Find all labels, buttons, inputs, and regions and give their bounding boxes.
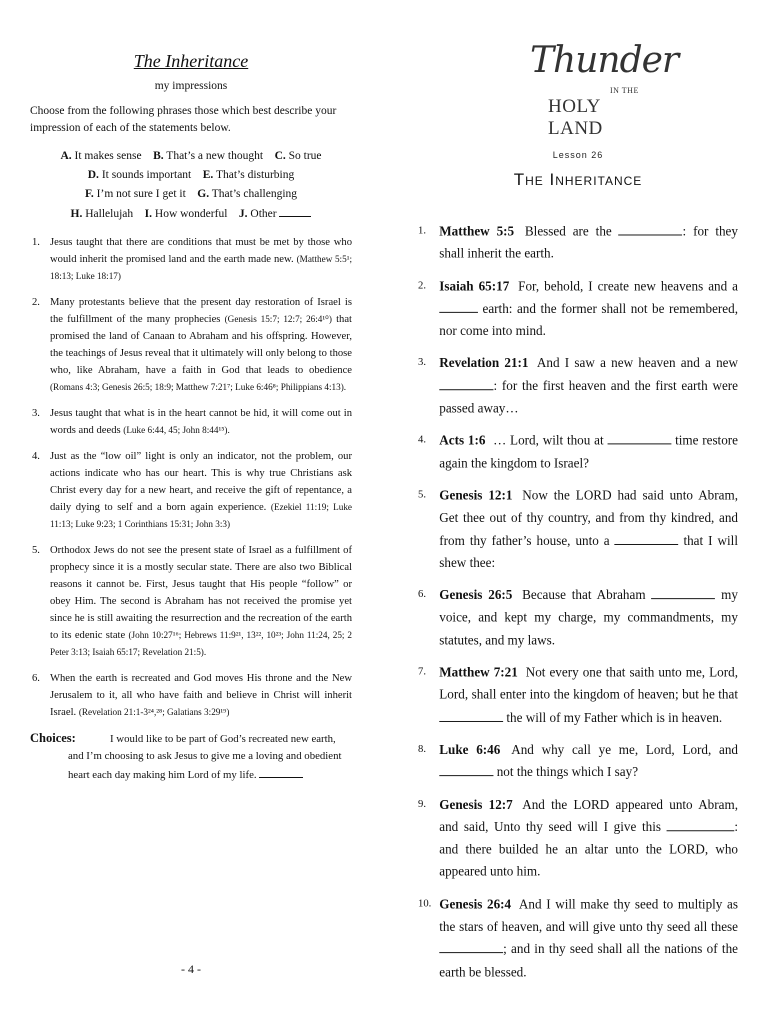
statement-number: 3. [32,408,40,419]
option-i: How wonderful [154,208,228,220]
verse-text-after: my voice, and kept my charge, my commandments, my statutes, and my laws. [439,587,738,648]
option-i-letter: I. [144,208,153,220]
verse-reference: Revelation 21:1 [439,355,529,371]
fill-in-blank[interactable] [667,817,735,832]
statement-5 [30,542,352,661]
statement-2 [30,294,352,396]
verse-number: 4. [418,434,426,446]
thunder-logo [530,40,679,139]
verse-reference: Genesis 26:4 [439,896,512,912]
verse-number: 1. [418,224,426,237]
option-f-letter: F. [84,188,94,200]
statement-reference: (Matthew 5:5¹; 18:13; Luke 18:17) [50,254,353,281]
option-c-letter: C. [274,150,286,162]
statement-text: Jesus taught that what is in the heart cannot be hid, it will come out in words and deeds [50,408,352,436]
verse-text: And the LORD appeared unto Abram, and said, Unto thy seed will I give this [439,796,738,834]
verse-number: 6. [418,588,426,601]
option-e: That’s disturbing [215,169,295,181]
statement-4 [30,448,352,533]
option-h-letter: H. [70,208,83,220]
verse-number: 2. [418,279,426,292]
option-b-letter: B. [153,150,164,162]
verse-9 [418,793,738,883]
verse-reference: Matthew 7:21 [439,664,518,680]
verse-text-after: time restore again the kingdom to Israel? [439,433,739,471]
options-row-4 [30,204,352,224]
statement-reference: (Luke 6:44, 45; John 8:44¹⁵). [123,425,230,435]
impressions-subtitle: my impressions [154,80,228,92]
verse-text: Blessed are the [524,223,612,239]
statement-text: Just as the “low oil” light is only an indicator, not the problem, our actions indicate who has our heart. This is why true Christians ask Christ every day for a new heart, and receive the gift of repentance, a daily dying to self and a born again experience. [50,451,352,513]
choices-label: Choices: [30,731,76,745]
fill-in-blank[interactable] [651,585,715,600]
logo-thunder-text: Thunder [530,40,679,81]
verse-4 [418,429,738,474]
statement-text: Many protestants believe that the present day restoration of Israel is the fulfillment of the many prophecies [50,297,352,325]
statement-number: 5. [32,545,40,556]
statement-reference: (Ezekiel 11:19; Luke 11:13; Luke 9:23; 1 Corinthians 15:31; John 3:3) [50,502,352,529]
verse-reference: Genesis 12:1 [439,487,513,503]
statement-1 [30,234,352,285]
statement-text: Jesus taught that there are conditions that must be met by those who would inherit the promised land and the earth made new. [50,237,352,265]
verse-7 [418,661,738,729]
verse-3 [418,352,738,420]
options-row-2 [30,166,352,185]
statement-number: 1. [32,237,40,248]
verse-text-after: : and there builded he an altar unto the LORD, who appeared unto him. [439,819,738,880]
option-g-letter: G. [197,188,210,200]
verse-1 [418,220,738,265]
page-number: - 4 - [181,962,201,976]
options-row-3 [30,185,352,204]
option-d: It sounds important [101,169,192,181]
lesson-title: The Inheritance [513,170,643,189]
fill-in-blank[interactable] [439,376,493,391]
verse-reference: Isaiah 65:17 [439,278,510,294]
choices-body [30,731,352,784]
verse-number: 5. [418,488,426,501]
verse-text-after: not the things which I say? [496,764,639,780]
verse-text: Now the LORD had said unto Abram, Get thee out of thy country, and from thy kindred, and from thy father’s house, unto a [439,487,738,548]
fill-in-blank[interactable] [439,298,478,313]
statement-number: 6. [32,673,40,684]
verse-6 [418,584,738,652]
lesson-label: Lesson 26 [552,150,604,160]
choices-commitment [30,730,352,784]
verse-number: 9. [418,797,426,810]
statement-number: 2. [32,297,40,308]
verse-reference: Luke 6:46 [439,742,501,757]
statement-text: Orthodox Jews do not see the present state of Israel as a fulfillment of prophecy since it is a mostly secular state. There are also two Biblical reasons it cannot be. First, Jesus taught that His people “follow” or obey Him. The second is Abraham has not received the promise yet since he is still awaiting the resurrection and the recreation of the earth to its edenic state [50,545,352,641]
option-b: That’s a new thought [166,150,264,162]
verse-5 [418,484,738,574]
fill-in-blank[interactable] [439,762,493,777]
instructions: Choose from the following phrases those which best describe your impression of each of the statements below. [30,105,337,134]
logo-in-the-text: IN THE [610,86,639,95]
fill-in-blank[interactable] [607,430,671,445]
verse-number: 10. [418,897,432,910]
statement-6 [30,670,352,721]
option-g: That’s challenging [211,188,298,200]
option-e-letter: E. [202,169,214,181]
verse-text-after: earth: and the former shall not be remembered, nor come into mind. [439,301,738,339]
statement-text: When the earth is recreated and God moves His throne and the New Jerusalem to it, all who have faith and believe in Christ will inherit Israel. [50,673,352,718]
option-j-letter: J. [238,208,248,220]
verse-reference: Acts 1:6 [439,433,486,448]
verse-text: And why call ye me, Lord, Lord, and [511,742,739,757]
option-h: Hallelujah [85,208,134,220]
option-a-letter: A. [60,150,72,162]
verse-text-after: that I will shew thee: [439,532,738,570]
fill-in-blank[interactable] [439,939,503,954]
verse-list [418,220,738,993]
other-blank[interactable] [279,204,311,217]
impressions-column [30,50,352,784]
verse-text: And I saw a new heaven and a new [536,355,738,371]
verse-reference: Genesis 12:7 [439,796,513,812]
signature-blank[interactable] [259,765,303,778]
logo-holy-land-text: HOLY LAND [548,96,603,139]
verse-text-after: : for they shall inherit the earth. [439,223,738,261]
statement-reference: (Genesis 15:7; 12:7; 26:4¹⁰) [224,314,332,324]
verse-text: Because that Abraham [522,587,646,603]
statement-list [30,234,352,721]
verse-text: And I will make thy seed to multiply as the stars of heaven, and will give unto thy seed all these [439,896,738,934]
verse-text-after: ; and in thy seed shall all the nations of the earth be blessed. [439,941,738,979]
verse-text-after: the will of my Father which is in heaven. [506,709,723,725]
option-f: I’m not sure I get it [96,188,186,200]
choices-text: I would like to be part of God’s recreated new earth, and I’m choosing to ask Jesus to give me a loving and obedient heart each day making him Lord of my life. [68,733,342,781]
statement-number: 4. [32,451,40,462]
option-j: Other [250,208,277,220]
verse-8 [418,738,738,783]
verse-text-after: : for the first heaven and the first earth were passed away… [439,378,738,416]
fill-in-blank[interactable] [615,530,679,545]
verse-number: 8. [418,743,426,755]
verse-reference: Matthew 5:5 [439,223,515,239]
verse-text: … Lord, wilt thou at [493,433,604,448]
verse-10 [418,893,738,983]
statement-text-continued: that promised the land of Canaan to Abraham and his offspring. However, the teachings of Jesus reveal that it ultimately will only belong to those who, like Abraham, have a faith in God that leads to obedience [50,314,352,376]
statement-3 [30,405,352,439]
statement-reference: (John 10:27¹⁶; Hebrews 11:9²¹, 13²², 10²³; John 11:24, 25; 2 Peter 3:13; Isaiah 65:17; Revelation 21:5). [50,630,352,657]
verse-number: 3. [418,356,426,369]
verse-number: 7. [418,665,426,678]
option-d-letter: D. [87,169,99,181]
fill-in-blank[interactable] [439,707,503,722]
statement-reference: (Romans 4:3; Genesis 26:5; 18:9; Matthew 7:21⁷; Luke 6:46⁸; Philippians 4:13). [50,382,347,392]
verse-text: Not every one that saith unto me, Lord, Lord, shall enter into the kingdom of heaven; but he that [439,664,738,702]
option-a: It makes sense [74,150,142,162]
impressions-title: The Inheritance [133,51,249,71]
statement-reference: (Revelation 21:1-3²⁴,²⁸; Galatians 3:29¹⁹) [78,707,230,717]
fill-in-blank[interactable] [619,221,683,236]
impression-options [30,147,352,224]
verse-2 [418,275,738,343]
verse-text: For, behold, I create new heavens and a [518,278,739,294]
option-c: So true [288,150,322,162]
options-row-1 [30,147,352,166]
verse-reference: Genesis 26:5 [439,587,513,603]
